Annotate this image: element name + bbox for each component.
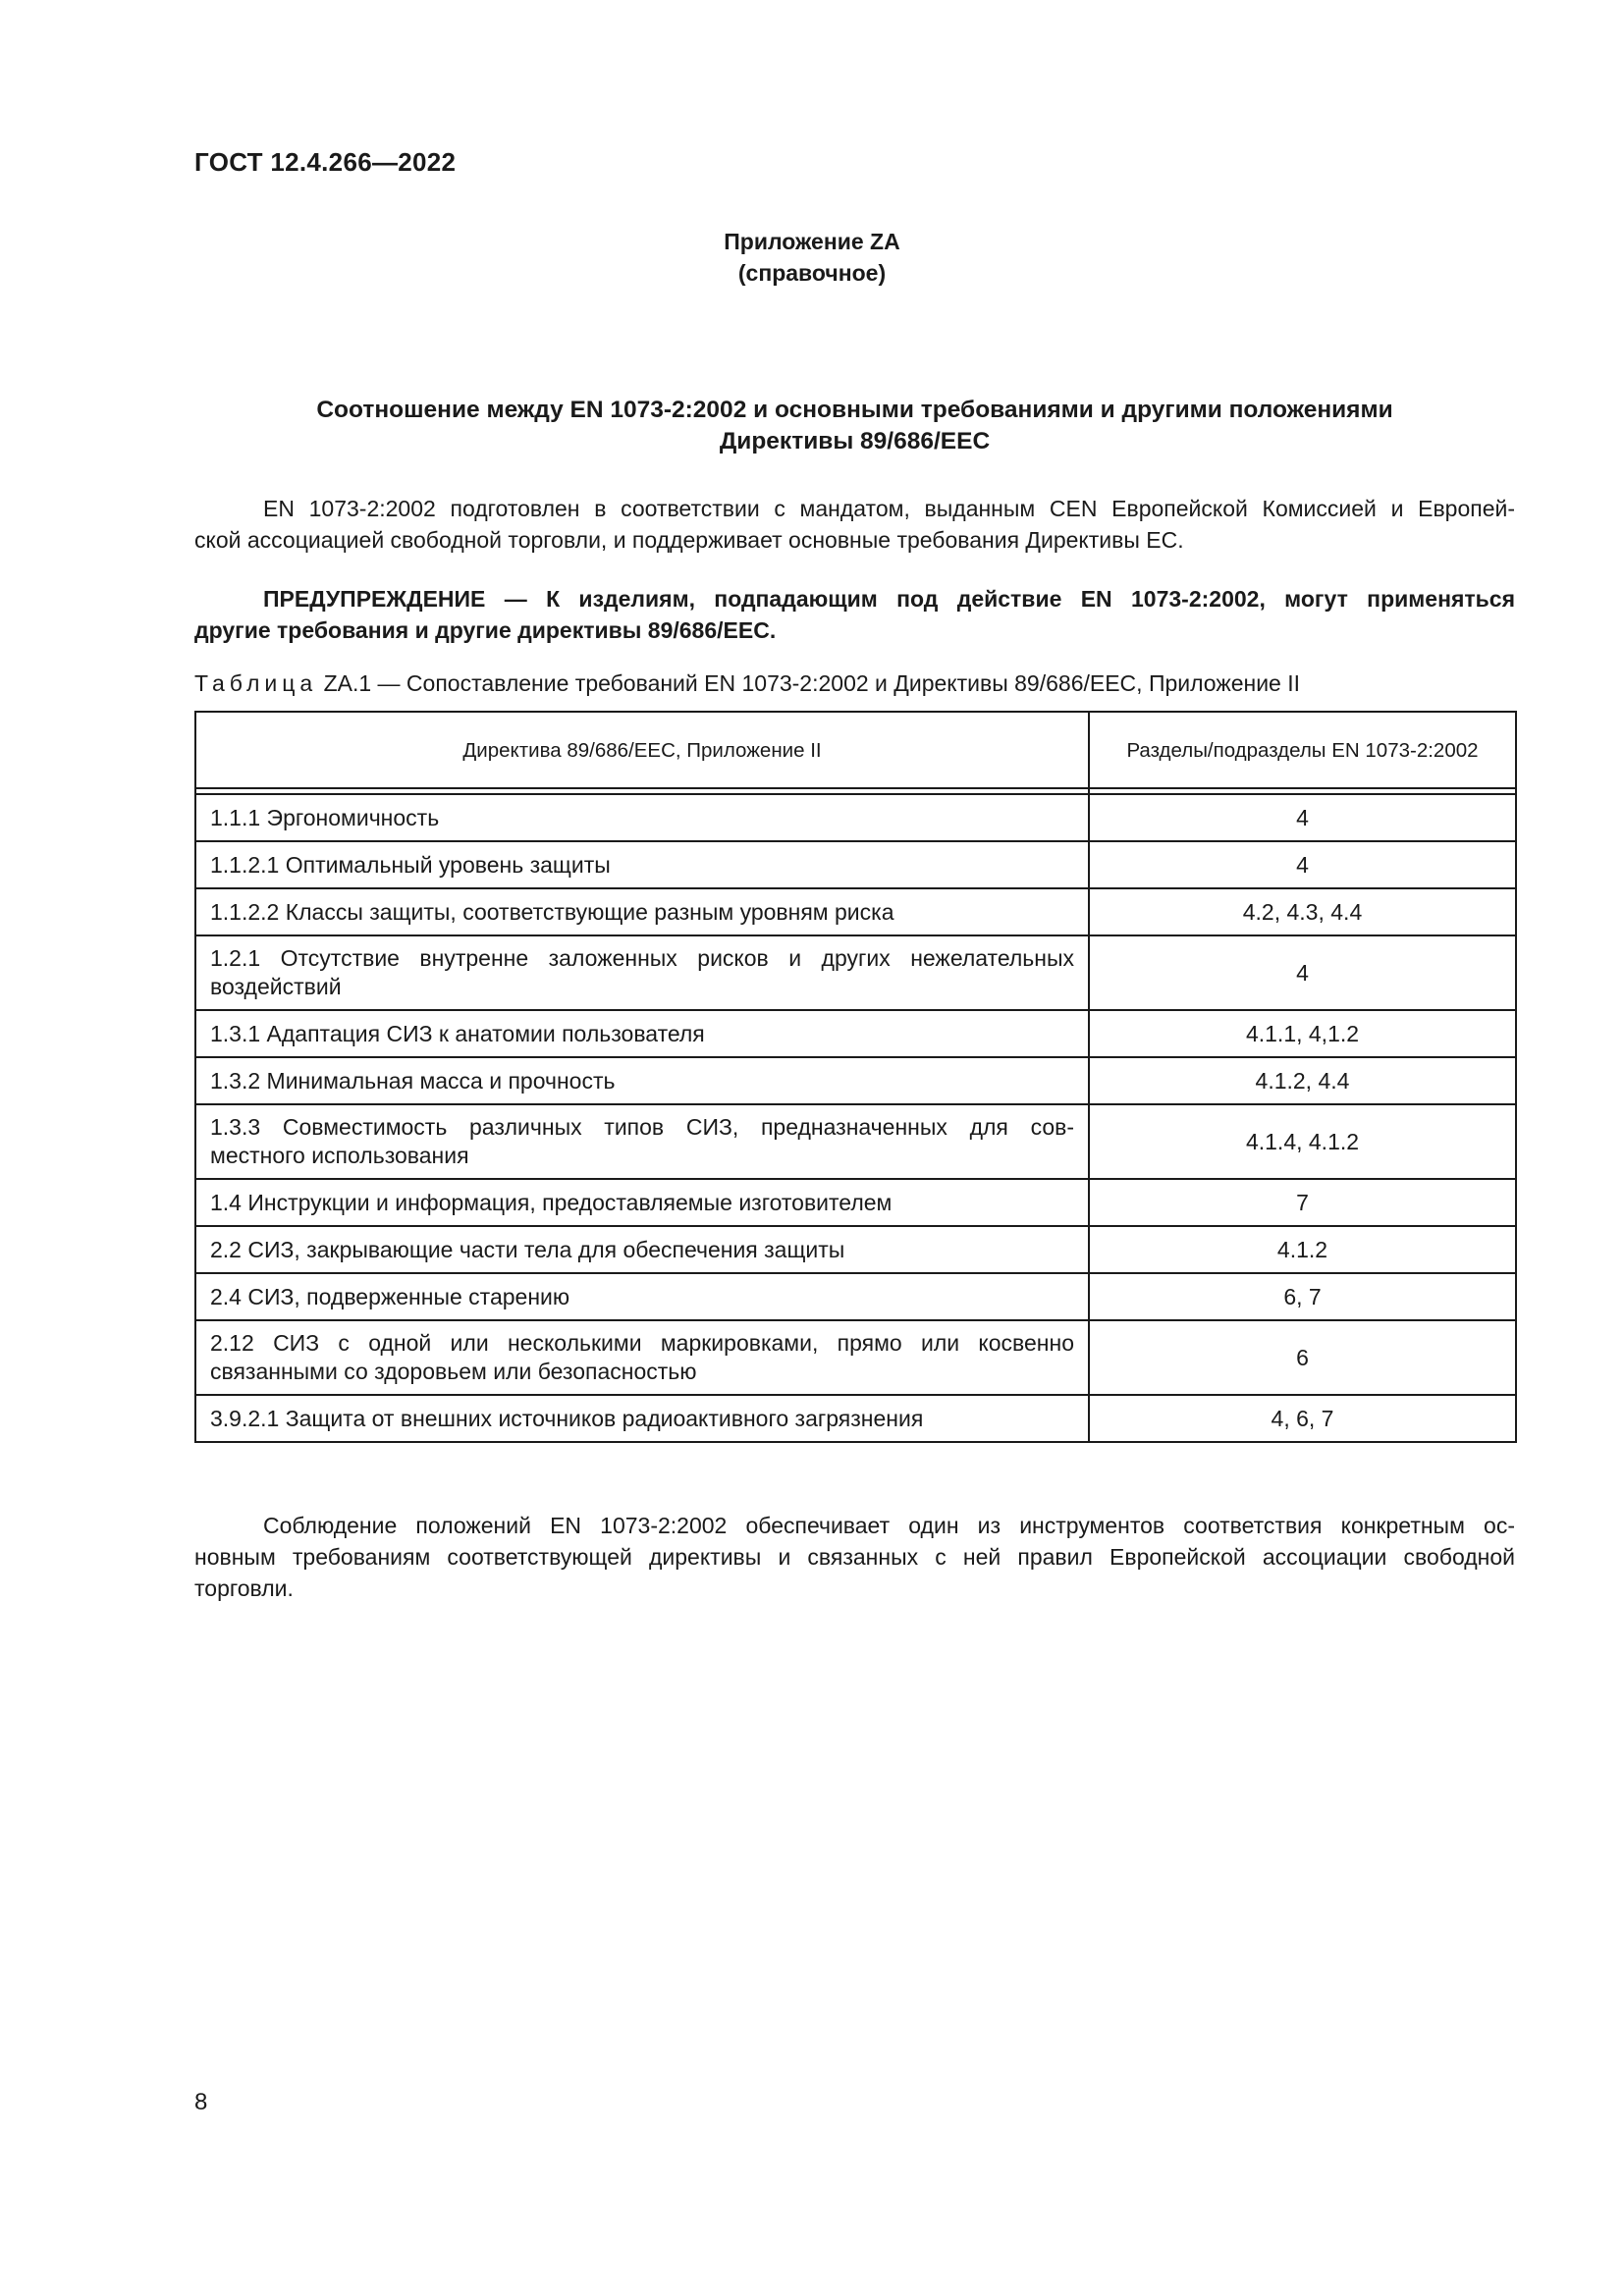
requirements-table (194, 711, 1517, 1443)
table-row (195, 1104, 1516, 1179)
sections-cell: 4 (1089, 935, 1516, 1010)
table-row (195, 1395, 1516, 1442)
sections-cell: 4.1.2 (1089, 1226, 1516, 1273)
requirement-line-1: 1.3.3 Совместимость различных типов СИЗ, предназначенных для сов- (210, 1114, 1074, 1140)
table-header-row (195, 712, 1516, 788)
sections-cell: 4 (1089, 794, 1516, 841)
table-caption (194, 667, 1300, 699)
requirement-cell: 1.1.1 Эргономичность (195, 794, 1089, 841)
conclusion-paragraph (194, 1510, 1515, 1604)
table-row (195, 935, 1516, 1010)
warning-line-2: другие требования и другие директивы 89/686/EEC. (194, 617, 777, 643)
intro-paragraph (194, 493, 1515, 556)
header-directive: Директива 89/686/EEC, Приложение II (195, 712, 1089, 788)
sections-cell: 4.1.2, 4.4 (1089, 1057, 1516, 1104)
requirement-cell: 1.4 Инструкции и информация, предоставляемые изготовителем (195, 1179, 1089, 1226)
warning-paragraph (194, 583, 1515, 646)
requirement-line-2: связанными со здоровьем или безопасностью (210, 1359, 697, 1384)
section-title (194, 395, 1515, 457)
conclusion-line-1: Соблюдение положений EN 1073-2:2002 обеспечивает один из инструментов соответствия конкретным ос- (263, 1513, 1515, 1538)
requirement-line-1: 1.2.1 Отсутствие внутренне заложенных рисков и других нежелательных (210, 945, 1074, 971)
requirement-cell: 1.3.2 Минимальная масса и прочность (195, 1057, 1089, 1104)
table-row (195, 888, 1516, 935)
table-row (195, 1320, 1516, 1395)
header-sections: Разделы/подразделы EN 1073-2:2002 (1089, 712, 1516, 788)
table-caption-label: Таблица (194, 670, 318, 696)
requirement-cell (195, 935, 1089, 1010)
annex-status: (справочное) (737, 260, 887, 286)
table-row (195, 841, 1516, 888)
requirement-cell (195, 1104, 1089, 1179)
page-number: 8 (194, 2089, 208, 2115)
requirement-cell: 2.4 СИЗ, подверженные старению (195, 1273, 1089, 1320)
requirement-cell: 1.1.2.1 Оптимальный уровень защиты (195, 841, 1089, 888)
sections-cell: 4, 6, 7 (1089, 1395, 1516, 1442)
requirement-cell: 1.1.2.2 Классы защиты, соответствующие разным уровням риска (195, 888, 1089, 935)
section-title-line-2: Директивы 89/686/EEC (719, 428, 991, 454)
standard-code: ГОСТ 12.4.266—2022 (194, 147, 457, 177)
sections-cell: 6, 7 (1089, 1273, 1516, 1320)
conclusion-line-3: торговли. (194, 1575, 294, 1601)
table-caption-text: ZA.1 — Сопоставление требований EN 1073-2:2002 и Директивы 89/686/EEC, Приложение II (323, 670, 1301, 696)
sections-cell: 6 (1089, 1320, 1516, 1395)
requirement-line-1: 2.12 СИЗ с одной или несколькими маркировками, прямо или косвенно (210, 1330, 1074, 1356)
table-row (195, 1226, 1516, 1273)
intro-line-2: ской ассоциацией свободной торговли, и поддерживает основные требования Директивы ЕС. (194, 527, 1184, 553)
requirement-cell: 2.2 СИЗ, закрывающие части тела для обеспечения защиты (195, 1226, 1089, 1273)
requirement-line-2: местного использования (210, 1143, 469, 1168)
annex-title: Приложение ZA (724, 229, 900, 254)
requirement-cell: 1.3.1 Адаптация СИЗ к анатомии пользователя (195, 1010, 1089, 1057)
annex-heading (0, 226, 1624, 289)
sections-cell: 4.1.1, 4,1.2 (1089, 1010, 1516, 1057)
requirement-line-2: воздействий (210, 974, 342, 999)
table-row (195, 1010, 1516, 1057)
sections-cell: 7 (1089, 1179, 1516, 1226)
sections-cell: 4.2, 4.3, 4.4 (1089, 888, 1516, 935)
sections-cell: 4 (1089, 841, 1516, 888)
warning-line-1: ПРЕДУПРЕЖДЕНИЕ — К изделиям, подпадающим под действие EN 1073-2:2002, могут применяться (263, 586, 1515, 612)
requirement-cell: 3.9.2.1 Защита от внешних источников радиоактивного загрязнения (195, 1395, 1089, 1442)
requirement-cell (195, 1320, 1089, 1395)
table-row (195, 1179, 1516, 1226)
sections-cell: 4.1.4, 4.1.2 (1089, 1104, 1516, 1179)
table-row (195, 1057, 1516, 1104)
table-row (195, 1273, 1516, 1320)
section-title-line-1: Соотношение между EN 1073-2:2002 и основными требованиями и другими положениями (316, 397, 1393, 423)
conclusion-line-2: новным требованиям соответствующей директивы и связанных с ней правил Европейской ассоциации свободной (194, 1544, 1515, 1570)
table-row (195, 794, 1516, 841)
intro-line-1: EN 1073-2:2002 подготовлен в соответствии с мандатом, выданным CEN Европейской Комиссией и Европей- (263, 496, 1515, 521)
